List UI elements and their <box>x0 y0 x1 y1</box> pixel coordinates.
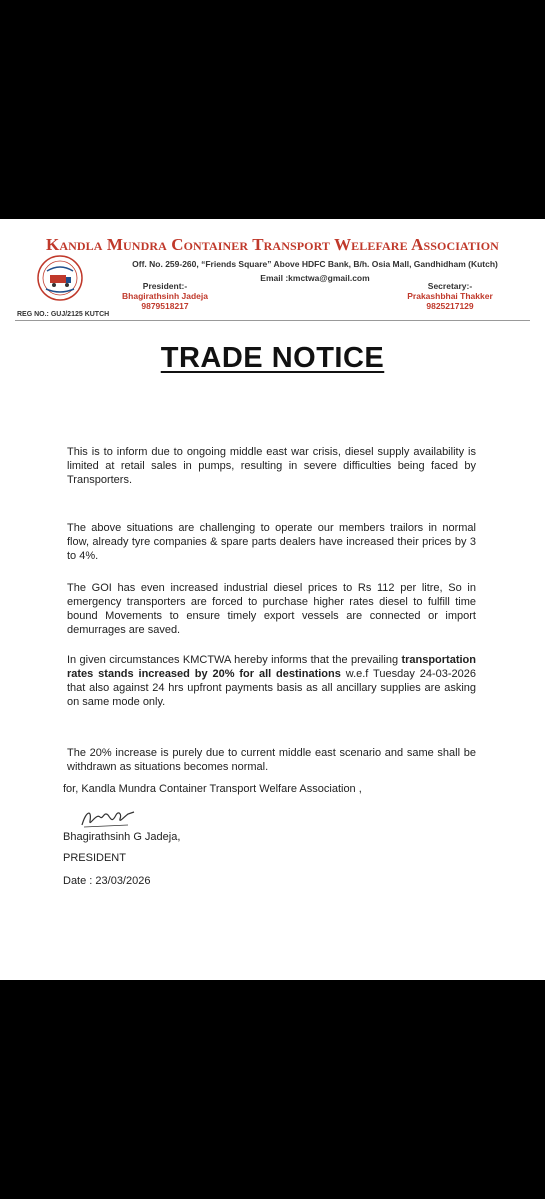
registration-number: REG NO.: GUJ/2125 KUTCH <box>17 311 110 318</box>
office-email: Email :kmctwa@gmail.com <box>260 273 370 283</box>
secretary-name: Prakashbhai Thakker <box>407 291 493 301</box>
signer-position: PRESIDENT <box>63 852 126 864</box>
header-divider <box>15 320 530 321</box>
rate-increase-text-end: w.e.f Tuesday 24-03-2026 that also against 24 hrs upfront payments basis as all ancillary supplies are asking on same mode only. <box>67 668 476 708</box>
paragraph-temporary-increase: The 20% increase is purely due to current middle east scenario and same shall be withdrawn as situations becomes normal. <box>67 747 476 773</box>
president-role: President:- <box>142 281 188 291</box>
secretary-block <box>395 281 505 311</box>
paragraph-operating-challenges: The above situations are challenging to operate our members trailors in normal flow, already tyre companies & spare parts dealers have increased their prices by 3 to 4%. <box>67 522 476 562</box>
rate-increase-highlight: transportation rates stands increased by 20% for all destinations <box>67 654 476 680</box>
association-logo-emblem <box>37 255 83 301</box>
president-block <box>110 281 220 311</box>
office-address: Off. No. 259-260, “Friends Square” Above HDFC Bank, B/h. Osia Mall, Gandhidham (Kutch) <box>132 259 498 269</box>
association-name: Kandla Mundra Container Transport Welefare Association <box>46 235 499 254</box>
president-name: Bhagirathsinh Jadeja <box>122 291 208 301</box>
rate-increase-text-start: In given circumstances KMCTWA hereby informs that the prevailing <box>67 654 402 666</box>
president-signature <box>78 805 138 831</box>
paragraph-rate-increase <box>67 653 476 709</box>
signer-name: Bhagirathsinh G Jadeja, <box>63 831 181 843</box>
president-phone: 9879518217 <box>141 301 189 311</box>
closing-for-line: for, Kandla Mundra Container Transport Welfare Association , <box>63 783 362 795</box>
paragraph-diesel-prices: The GOI has even increased industrial diesel prices to Rs 112 per litre, So in emergency transporters are forced to purchase higher rates diesel to fulfill time bound Movements to ensure timely export vessels are connected or import demurrages are saved. <box>67 582 476 636</box>
secretary-role: Secretary:- <box>427 281 473 291</box>
paragraph-diesel-supply: This is to inform due to ongoing middle east war crisis, diesel supply availability is limited at retail sales in pumps, resulting in severe difficulties being faced by Transporters. <box>67 446 476 486</box>
secretary-phone: 9825217129 <box>426 301 474 311</box>
notice-letterhead-page <box>0 219 545 980</box>
notice-date: Date : 23/03/2026 <box>63 875 151 887</box>
notice-title: TRADE NOTICE <box>160 342 385 374</box>
